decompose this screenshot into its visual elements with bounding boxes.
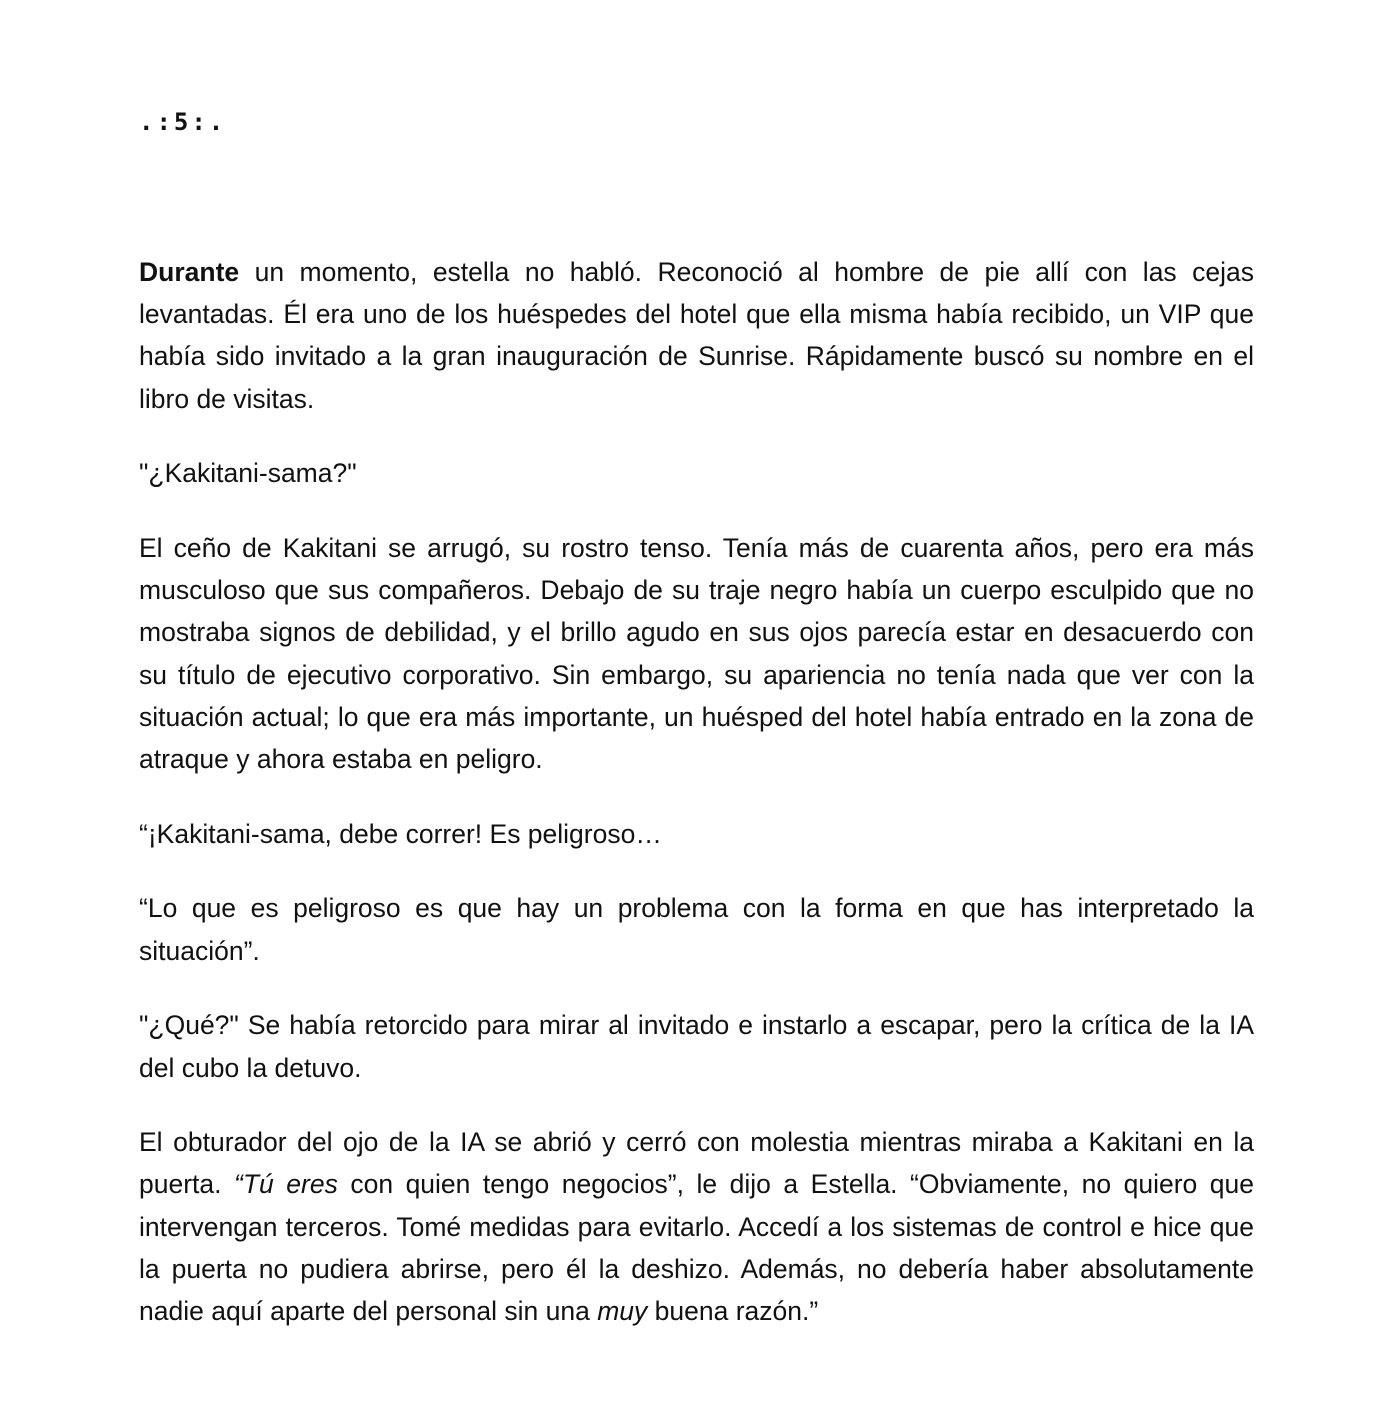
paragraph-7-italic-tu-eres: “Tú eres: [234, 1169, 338, 1200]
paragraph-7-text-e: buena razón.”: [647, 1296, 819, 1327]
paragraph-1-text: un momento, estella no habló. Reconoció al hombre de pie allí con las cejas levantadas. Él era uno de los huéspedes del hotel que ella misma había recibido, un VIP que había sido invitado a la gran inauguración de Sunrise. Rápidamente buscó su nombre en el libro de visitas.: [139, 257, 1254, 414]
paragraph-3: El ceño de Kakitani se arrugó, su rostro tenso. Tenía más de cuarenta años, pero era más musculoso que sus compañeros. Debajo de su traje negro había un cuerpo esculpido que no mostraba signos de debilidad, y el brillo agudo en sus ojos parecía estar en desacuerdo con su título de ejecutivo corporativo. Sin embargo, su apariencia no tenía nada que ver con la situación actual; lo que era más importante, un huésped del hotel había entrado en la zona de atraque y ahora estaba en peligro.: [139, 533, 1254, 775]
paragraph-2: "¿Kakitani-sama?": [139, 458, 357, 489]
paragraph-7: [139, 1121, 1254, 1332]
body-text: [139, 251, 1254, 1365]
paragraph-1-lead-word: Durante: [139, 257, 240, 287]
paragraph-1: [139, 251, 1254, 420]
paragraph-7-text-c: con quien tengo negocios”, le dijo a Estella. “Obviamente, no quiero que intervengan terceros. Tomé medidas para evitarlo. Accedí a los sistemas de control e hice que la puerta no pudiera abrirse, pero él la deshizo. Además, no debería haber absolutamente nadie aquí aparte del personal sin una: [139, 1169, 1254, 1327]
paragraph-7-italic-muy: muy: [597, 1296, 648, 1327]
chapter-mark: .:5:.: [139, 108, 227, 136]
paragraph-5: “Lo que es peligroso es que hay un problema con la forma en que has interpretado la situación”.: [139, 893, 1254, 966]
document-page: [139, 0, 1254, 1416]
paragraph-6: "¿Qué?" Se había retorcido para mirar al invitado e instarlo a escapar, pero la crítica de la IA del cubo la detuvo.: [139, 1010, 1254, 1083]
paragraph-7-text-a: El obturador del ojo de la IA se abrió y cerró con molestia mientras miraba a Kakitani en la puerta.: [139, 1127, 1254, 1200]
paragraph-4: “¡Kakitani-sama, debe correr! Es peligroso…: [139, 818, 662, 849]
